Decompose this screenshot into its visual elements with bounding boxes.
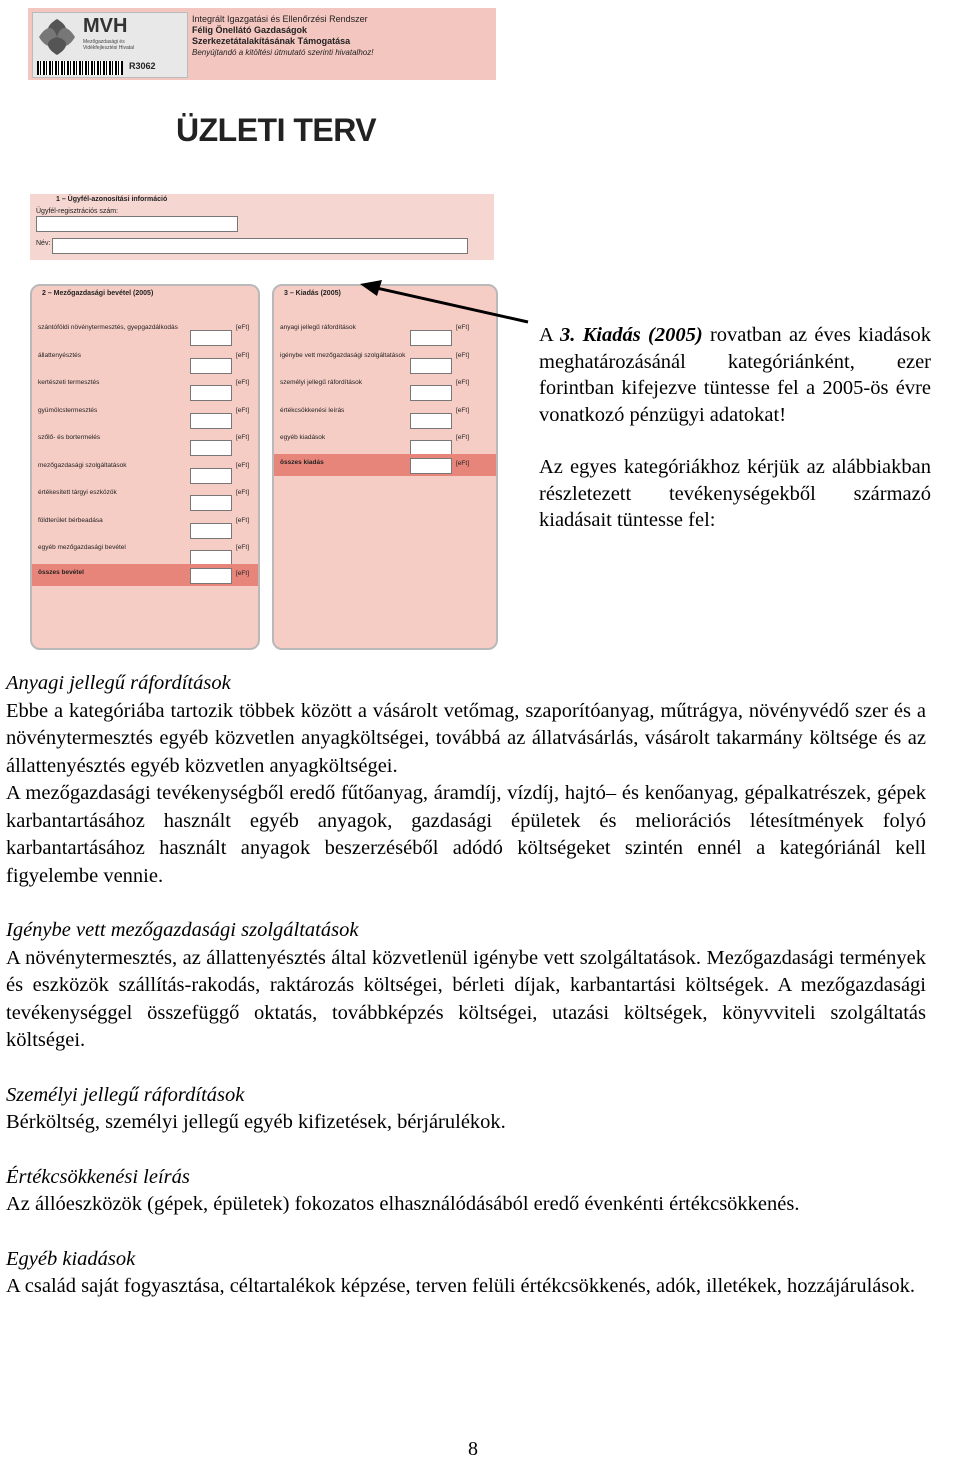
expense-row-unit: [eFt] xyxy=(456,351,470,359)
form-header xyxy=(28,8,496,80)
expense-row-label: igénybe vett mezőgazdasági szolgáltatások xyxy=(280,351,406,359)
expense-column-title: 3 – Kiadás (2005) xyxy=(284,290,341,297)
expense-row-unit: [eFt] xyxy=(456,324,470,331)
client-reg-field[interactable] xyxy=(36,216,238,232)
income-row-field[interactable] xyxy=(190,495,232,511)
page-number: 8 xyxy=(468,1438,478,1460)
header-line-3: Szerkezetátalakításának Támogatása xyxy=(192,36,351,46)
expense-row-unit: [eFt] xyxy=(456,434,470,441)
header-line-4: Benyújtandó a kitöltési útmutató szerinti hivatalhoz! xyxy=(192,48,374,57)
section-heading-depreciation: Értékcsökkenési leírás xyxy=(6,1165,190,1188)
intro-p1-part-c: rovatban az éves kiadások meghatározásánál kategóriánként, ezer forintban kifejezve tüntesse fel a 2005-ös évre vonatkozó pénzügyi adatokat! xyxy=(539,324,931,426)
expense-row-field[interactable] xyxy=(410,385,452,401)
intro-p1-part-a: A xyxy=(539,324,560,346)
expense-row-field[interactable] xyxy=(410,330,452,346)
section-heading-material: Anyagi jellegű ráfordítások xyxy=(6,672,231,694)
form-excerpt-image xyxy=(28,8,496,642)
intro-p1-emphasis: 3. Kiadás (2005) xyxy=(559,324,703,346)
mvh-logo xyxy=(32,12,188,78)
income-row-field[interactable] xyxy=(190,523,232,539)
client-name-field[interactable] xyxy=(52,238,468,254)
income-row-label: értékesített tárgyi eszközök xyxy=(38,489,117,496)
income-row-label: állattenyésztés xyxy=(38,351,81,359)
form-code: R3062 xyxy=(129,61,156,71)
client-id-title: 1 – Ügyfél-azonosítási információ xyxy=(56,196,168,203)
section-text-material-1: Ebbe a kategóriába tartozik többek között a vásárolt vetőmag, szaporítóanyag, műtrágya, növényvédő szer és a növénytermesztés egyéb közvetlen anyagköltségei, továbbá az állatvásárlás, vásárolt takarmány költsége és az állattenyésztés egyéb közvetlen anyagköltségei. xyxy=(6,699,926,777)
expense-total-unit: [eFt] xyxy=(456,460,470,467)
income-row-field[interactable] xyxy=(190,385,232,401)
income-row-label: gyümölcstermesztés xyxy=(38,406,98,414)
expense-row-unit: [eFt] xyxy=(456,379,470,386)
income-row-label: földterület bérbeadása xyxy=(38,516,103,524)
expense-row-label: személyi jellegű ráfordítások xyxy=(280,379,363,386)
income-row-unit: [eFt] xyxy=(236,324,250,331)
income-row-unit: [eFt] xyxy=(236,406,250,414)
form-title: ÜZLETI TERV xyxy=(176,112,377,148)
income-row-unit: [eFt] xyxy=(236,489,250,496)
income-total-unit: [eFt] xyxy=(236,570,250,577)
section-text-other: A család saját fogyasztása, céltartalékok képzése, terven felüli értékcsökkenés, adók, illetékek, hozzájárulások. xyxy=(6,1275,916,1297)
income-row-unit: [eFt] xyxy=(236,351,250,359)
intro-paragraph-1 xyxy=(539,322,931,428)
income-row-label: egyéb mezőgazdasági bevétel xyxy=(38,544,126,551)
income-total-label: összes bevétel xyxy=(38,569,84,576)
logo-subtitle: Mezőgazdasági és Vidékfejlesztési Hivatal xyxy=(83,39,135,51)
expense-row-field[interactable] xyxy=(410,358,452,374)
income-row-unit: [eFt] xyxy=(236,461,250,469)
header-line-2: Félig Önellátó Gazdaságok xyxy=(192,25,308,35)
form-header-lines xyxy=(192,14,492,58)
client-name-label: Név: xyxy=(36,240,51,247)
income-row-label: kertészeti termesztés xyxy=(38,379,100,386)
income-row-unit: [eFt] xyxy=(236,544,250,551)
barcode xyxy=(37,61,123,75)
section-heading-other: Egyéb kiadások xyxy=(6,1247,136,1270)
income-column xyxy=(30,284,260,650)
expense-row-label: egyéb kiadások xyxy=(280,434,326,441)
category-descriptions xyxy=(6,670,926,1301)
client-reg-label: Ügyfél-regisztrációs szám: xyxy=(36,208,119,215)
section-heading-services: Igénybe vett mezőgazdasági szolgáltatások xyxy=(6,919,359,941)
intro-text xyxy=(539,322,931,534)
section-text-personnel: Bérköltség, személyi jellegű egyéb kifizetések, bérjárulékok. xyxy=(6,1111,506,1133)
header-line-1: Integrált Igazgatási és Ellenőrzési Rendszer xyxy=(192,14,368,24)
income-row-field[interactable] xyxy=(190,330,232,346)
expense-column xyxy=(272,284,498,650)
income-row-label: szőlő- és bortermelés xyxy=(38,434,101,441)
expense-total-field[interactable] xyxy=(410,458,452,474)
section-text-material-2: A mezőgazdasági tevékenységből eredő fűtőanyag, áramdíj, vízdíj, hajtó– és kenőanyag, gépalkatrészek, gépek karbantartásához használt egyéb anyagok, gazdasági épületek és meliorációs létesítmények folyó karbantartásához használt anyagok beszerzéséből adódó költségeket szintén ennél a kategóriánál kell figyelembe vennie. xyxy=(6,782,926,887)
logo-title: MVH xyxy=(83,15,128,37)
expense-row-label: anyagi jellegű ráfordítások xyxy=(280,324,356,331)
expense-total-label: összes kiadás xyxy=(280,459,324,466)
income-total-field[interactable] xyxy=(190,568,232,584)
intro-paragraph-2: Az egyes kategóriákhoz kérjük az alábbiakban részletezett tevékenységekből származó kiadásait tüntesse fel: xyxy=(539,456,931,531)
income-row-unit: [eFt] xyxy=(236,434,250,441)
expense-row-label: értékcsökkenési leírás xyxy=(280,406,345,414)
income-row-label: szántóföldi növénytermesztés, gyepgazdálkodás xyxy=(38,324,178,331)
section-heading-personnel: Személyi jellegű ráfordítások xyxy=(6,1083,245,1106)
section-text-services: A növénytermesztés, az állattenyésztés által közvetlenül igénybe vett szolgáltatások. Mezőgazdasági termények és eszközök szállítás-rakodás, raktározás költségei, bérleti díjak, karbantartási költségek. A mezőgazdasági tevékenységgel összefüggő oktatás, továbbképzés költségei, utazási költségek, könyvviteli szolgáltatás költségei. xyxy=(6,946,926,1051)
income-row-unit: [eFt] xyxy=(236,516,250,524)
income-row-unit: [eFt] xyxy=(236,379,250,386)
income-row-label: mezőgazdasági szolgáltatások xyxy=(38,461,127,469)
income-row-field[interactable] xyxy=(190,468,232,484)
section-text-depreciation: Az állóeszközök (gépek, épületek) fokozatos elhasználódásából eredő évenkénti értékcsökkenés. xyxy=(6,1193,800,1215)
income-row-field[interactable] xyxy=(190,440,232,456)
client-id-section xyxy=(30,194,494,260)
mvh-leaf-icon xyxy=(37,17,77,57)
income-row-field[interactable] xyxy=(190,358,232,374)
expense-row-unit: [eFt] xyxy=(456,406,470,414)
income-row-field[interactable] xyxy=(190,413,232,429)
expense-row-field[interactable] xyxy=(410,413,452,429)
income-column-title: 2 – Mezőgazdasági bevétel (2005) xyxy=(42,290,154,297)
